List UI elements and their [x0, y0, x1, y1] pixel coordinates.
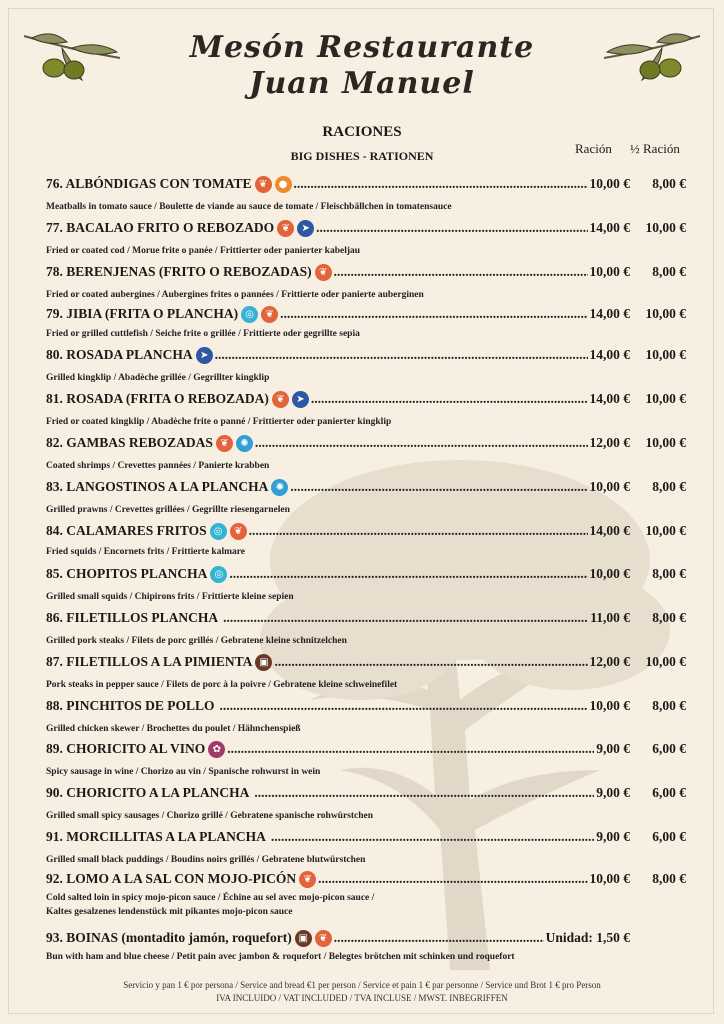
- allergen-icons: [277, 220, 314, 237]
- menu-item-description: Grilled small squids / Chipirons frits / Frittierte kleine sepien: [46, 592, 294, 602]
- price-racion: 10,00 €: [589, 479, 630, 494]
- menu-item: [46, 262, 686, 282]
- allergen-icons: [216, 435, 253, 452]
- menu-item: [46, 174, 686, 194]
- price-racion: 10,00 €: [589, 698, 630, 713]
- dot-leader: [290, 479, 587, 495]
- price-half-racion: 8,00 €: [652, 176, 686, 191]
- menu-item-description: Cold salted loin in spicy mojo-picon sauce / Échine au sel avec mojo-picon sauce /: [46, 893, 375, 903]
- menu-item-name: 88. PINCHITOS DE POLLO: [46, 698, 215, 713]
- price-racion: 10,00 €: [589, 264, 630, 279]
- menu-item-name: 91. MORCILLITAS A LA PLANCHA: [46, 829, 266, 844]
- dot-leader: [274, 654, 587, 670]
- price-racion: 12,00 €: [589, 654, 630, 669]
- crust-allergen-icon: ✺: [271, 479, 288, 496]
- price-racion: 14,00 €: [589, 347, 630, 362]
- menu-item-description: Fried or coated aubergines / Aubergines frites o pannées / Frittierte oder panierte auberginen: [46, 290, 424, 300]
- dot-leader: [220, 698, 588, 714]
- menu-item-name: 87. FILETILLOS A LA PIMIENTA: [46, 654, 253, 669]
- menu-item-description: Coated shrimps / Crevettes pannées / Panierte krabben: [46, 461, 270, 471]
- dot-leader: [215, 347, 588, 363]
- allergen-icons: [255, 654, 272, 671]
- sulph-allergen-icon: ✿: [208, 741, 225, 758]
- menu-item-name: 80. ROSADA PLANCHA: [46, 347, 193, 362]
- menu-item-name: 85. CHOPITOS PLANCHA: [46, 566, 208, 581]
- menu-item: [46, 869, 686, 889]
- dot-leader: [271, 829, 594, 845]
- allergen-icons: [196, 347, 213, 364]
- price-half-racion: 8,00 €: [652, 871, 686, 886]
- price-racion: 9,00 €: [596, 785, 630, 800]
- allergen-icons: [255, 176, 292, 193]
- allergen-icons: [241, 306, 278, 323]
- restaurant-title-line2: Juan Manuel: [249, 66, 475, 101]
- allergen-icons: [271, 479, 288, 496]
- price-racion: 10,00 €: [589, 566, 630, 581]
- price-half-racion: 10,00 €: [645, 391, 686, 406]
- menu-item-name: 83. LANGOSTINOS A LA PLANCHA: [46, 479, 269, 494]
- price-racion: 10,00 €: [589, 176, 630, 191]
- menu-item-description: Fried squids / Encornets frits / Frittierte kalmare: [46, 547, 246, 557]
- mollusc-allergen-icon: ◎: [210, 566, 227, 583]
- price-racion: Unidad: 1,50 €: [545, 930, 630, 945]
- menu-item-description: Grilled pork steaks / Filets de porc grillés / Gebratene kleine schnitzelchen: [46, 636, 347, 646]
- allergen-icons: [299, 871, 316, 888]
- price-half-racion: 8,00 €: [652, 479, 686, 494]
- menu-item-name: 77. BACALAO FRITO O REBOZADO: [46, 220, 275, 235]
- menu-item: [46, 389, 686, 409]
- menu-item: [46, 783, 686, 803]
- menu-item-description: Fried or coated cod / Morue frite o panée / Frittierter oder panierter kabeljau: [46, 246, 361, 256]
- gluten-allergen-icon: ❦: [277, 220, 294, 237]
- egg-allergen-icon: ●: [275, 176, 292, 193]
- gluten-allergen-icon: ❦: [315, 264, 332, 281]
- mollusc-allergen-icon: ◎: [210, 523, 227, 540]
- dot-leader: [318, 871, 587, 887]
- menu-item-description: Grilled chicken skewer / Brochettes du poulet / Hähnchenspieß: [46, 724, 301, 734]
- menu-item: [46, 477, 686, 497]
- gluten-allergen-icon: ❦: [299, 871, 316, 888]
- price-half-racion: 10,00 €: [645, 347, 686, 362]
- menu-item-description: Grilled kingklip / Abadèche grillée / Gegrillter kingklip: [46, 373, 270, 383]
- dot-leader: [223, 610, 588, 626]
- menu-item: [46, 521, 686, 541]
- menu-item: [46, 608, 686, 628]
- menu-item-description: Pork steaks in pepper sauce / Filets de porc à la poivre / Gebratene kleine schweinefilet: [46, 680, 398, 690]
- price-half-racion: 8,00 €: [652, 566, 686, 581]
- price-racion: 9,00 €: [596, 829, 630, 844]
- menu-item-description: Grilled small black puddings / Boudins noirs grillés / Gebratene blutwürstchen: [46, 855, 366, 865]
- section-title: RACIONES: [322, 124, 402, 140]
- fish-allergen-icon: ➤: [292, 391, 309, 408]
- dot-leader: [255, 435, 588, 451]
- menu-item-description: Fried or grilled cuttlefish / Seiche frite o grillée / Frittierte oder gegrillte sepia: [46, 329, 360, 339]
- menu-item: [46, 345, 686, 365]
- menu-item-description: Meatballs in tomato sauce / Boulette de viande au sauce de tomate / Fleischbällchen in tomatensauce: [46, 202, 452, 212]
- menu-item: [46, 218, 686, 238]
- footer-vat-note: IVA INCLUIDO / VAT INCLUDED / TVA INCLUSE / MWST. INBEGRIFFEN: [216, 993, 508, 1003]
- dot-leader: [334, 264, 588, 280]
- price-half-racion: 6,00 €: [652, 741, 686, 756]
- menu-item: [46, 928, 686, 948]
- dot-leader: [227, 741, 594, 757]
- allergen-icons: [210, 566, 227, 583]
- price-racion: 11,00 €: [590, 610, 630, 625]
- menu-item-name: 78. BERENJENAS (FRITO O REBOZADAS): [46, 264, 312, 279]
- dot-leader: [316, 220, 587, 236]
- allergen-icons: [208, 741, 225, 758]
- fish-allergen-icon: ➤: [297, 220, 314, 237]
- menu-item-name: 76. ALBÓNDIGAS CON TOMATE: [46, 176, 252, 191]
- menu-item-description: Bun with ham and blue cheese / Petit pain avec jambon & roquefort / Belegtes brötchen mit schinken und roquefort: [46, 952, 515, 962]
- menu-item: [46, 564, 686, 584]
- menu-item-name: 86. FILETILLOS PLANCHA: [46, 610, 219, 625]
- footer-service-note: Servicio y pan 1 € por persona / Service and bread €1 per person / Service et pain 1 € par personne / Service und Brot 1 € pro Person: [123, 980, 601, 990]
- menu-item: [46, 652, 686, 672]
- menu-item-description: Grilled prawns / Crevettes grillées / Gegrillte riesengarnelen: [46, 505, 290, 515]
- menu-item-name: 92. LOMO A LA SAL CON MOJO-PICÓN: [46, 871, 297, 886]
- menu-item-name: 93. BOINAS (montadito jamón, roquefort): [46, 930, 292, 945]
- price-half-racion: 10,00 €: [645, 523, 686, 538]
- menu-item-name: 79. JIBIA (FRITA O PLANCHA): [46, 306, 239, 321]
- price-half-racion: 10,00 €: [645, 306, 686, 321]
- menu-item: [46, 739, 686, 759]
- milk-allergen-icon: ▣: [295, 930, 312, 947]
- gluten-allergen-icon: ❦: [230, 523, 247, 540]
- dot-leader: [294, 176, 588, 192]
- price-racion: 9,00 €: [596, 741, 630, 756]
- gluten-allergen-icon: ❦: [272, 391, 289, 408]
- mollusc-allergen-icon: ◎: [241, 306, 258, 323]
- menu-item-name: 82. GAMBAS REBOZADAS: [46, 435, 213, 450]
- fish-allergen-icon: ➤: [196, 347, 213, 364]
- milk-allergen-icon: ▣: [255, 654, 272, 671]
- allergen-icons: [295, 930, 332, 947]
- gluten-allergen-icon: ❦: [315, 930, 332, 947]
- menu-item: [46, 433, 686, 453]
- price-racion: 14,00 €: [589, 220, 630, 235]
- dot-leader: [311, 391, 588, 407]
- price-half-racion: 8,00 €: [652, 610, 686, 625]
- menu-item: [46, 696, 686, 716]
- menu-item: [46, 304, 686, 324]
- column-header-racion: Ración: [575, 141, 612, 156]
- dot-leader: [229, 566, 587, 582]
- crust-allergen-icon: ✺: [236, 435, 253, 452]
- price-half-racion: 6,00 €: [652, 829, 686, 844]
- price-half-racion: 10,00 €: [645, 220, 686, 235]
- price-racion: 14,00 €: [589, 391, 630, 406]
- gluten-allergen-icon: ❦: [216, 435, 233, 452]
- column-header-half-racion: ½ Ración: [630, 141, 680, 156]
- dot-leader: [334, 930, 544, 946]
- price-racion: 14,00 €: [589, 523, 630, 538]
- section-subtitle: BIG DISHES - RATIONEN: [290, 149, 434, 163]
- menu-item-description: Fried or coated kingklip / Abadèche frite o panné / Frittierter oder panierter kingklip: [46, 417, 392, 427]
- price-half-racion: 10,00 €: [645, 435, 686, 450]
- price-racion: 12,00 €: [589, 435, 630, 450]
- price-half-racion: 8,00 €: [652, 264, 686, 279]
- price-half-racion: 6,00 €: [652, 785, 686, 800]
- menu-item: [46, 827, 686, 847]
- price-racion: 14,00 €: [589, 306, 630, 321]
- menu-item-name: 81. ROSADA (FRITA O REBOZADA): [46, 391, 269, 406]
- menu-item-description: Grilled small spicy sausages / Chorizo grillé / Gebratene spanische rohwürstchen: [46, 811, 374, 821]
- menu-item-name: 90. CHORICITO A LA PLANCHA: [46, 785, 250, 800]
- dot-leader: [249, 523, 588, 539]
- allergen-icons: [315, 264, 332, 281]
- gluten-allergen-icon: ❦: [261, 306, 278, 323]
- gluten-allergen-icon: ❦: [255, 176, 272, 193]
- price-racion: 10,00 €: [589, 871, 630, 886]
- allergen-icons: [272, 391, 309, 408]
- menu-item-description: Kaltes gesalzenes lendenstück mit pikantes mojo-picon sauce: [46, 907, 293, 917]
- menu-item-description: Spicy sausage in wine / Chorizo au vin / Spanische rohwurst in wein: [46, 767, 321, 777]
- price-half-racion: 8,00 €: [652, 698, 686, 713]
- restaurant-title-line1: Mesón Restaurante: [189, 30, 535, 65]
- dot-leader: [280, 306, 587, 322]
- menu-item-name: 89. CHORICITO AL VINO: [46, 741, 206, 756]
- menu-item-name: 84. CALAMARES FRITOS: [46, 523, 207, 538]
- allergen-icons: [210, 523, 247, 540]
- dot-leader: [254, 785, 594, 801]
- price-half-racion: 10,00 €: [645, 654, 686, 669]
